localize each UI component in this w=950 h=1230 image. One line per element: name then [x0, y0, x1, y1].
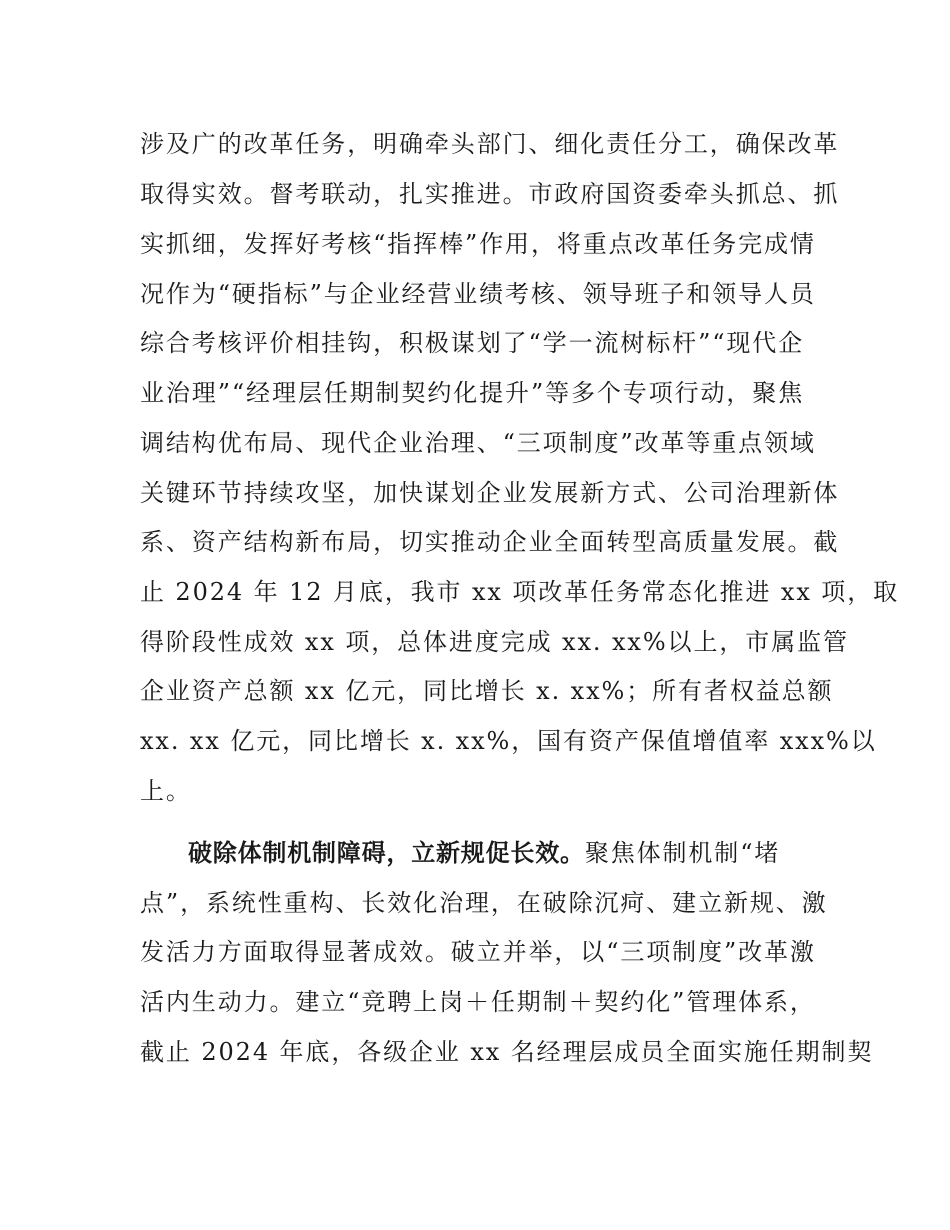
- paragraph-2-line-5: 截止 2024 年底，各级企业 xx 名经理层成员全面实施任期制契: [140, 1038, 874, 1066]
- paragraph-1-line-10: 止 2024 年 12 月底，我市 xx 项改革任务常态化推进 xx 项，取: [140, 578, 899, 606]
- paragraph-1-line-6: 业治理”“经理层任期制契约化提升”等多个专项行动，聚焦: [140, 379, 805, 407]
- paragraph-2-line-4: 活内生动力。建立“竞聘上岗＋任期制＋契约化”管理体系，: [140, 988, 816, 1016]
- paragraph-1-line-9: 系、资产结构新布局，切实推动企业全面转型高质量发展。截: [140, 528, 840, 556]
- paragraph-1-line-5: 综合考核评价相挂钩，积极谋划了“学一流树标杆”“现代企: [140, 329, 805, 357]
- paragraph-2-line-3: 发活力方面取得显著成效。破立并举，以“三项制度”改革激: [140, 938, 816, 966]
- paragraph-2-lead-heading: 破除体制机制障碍，立新规促长效。: [188, 839, 585, 867]
- paragraph-1-line-2: 取得实效。督考联动，扎实推进。市政府国资委牵头抓总、抓: [140, 180, 840, 208]
- paragraph-1-line-4: 况作为“硬指标”与企业经营业绩考核、领导班子和领导人员: [140, 280, 816, 308]
- paragraph-1-line-12: 企业资产总额 xx 亿元，同比增长 x. xx%；所有者权益总额: [140, 677, 834, 705]
- paragraph-1-line-1: 涉及广的改革任务，明确牵头部门、细化责任分工，确保改革: [140, 130, 840, 158]
- paragraph-2-line-2: 点”，系统性重构、长效化治理，在破除沉疴、建立新规、激: [140, 889, 828, 917]
- paragraph-1-line-11: 得阶段性成效 xx 项，总体进度完成 xx. xx%以上，市属监管: [140, 628, 849, 656]
- paragraph-1-line-7: 调结构优布局、现代企业治理、“三项制度”改革等重点领域: [140, 429, 816, 457]
- paragraph-1-line-13: xx. xx 亿元，同比增长 x. xx%，国有资产保值增值率 xxx%以: [140, 727, 877, 755]
- paragraph-2-line-1: [188, 838, 780, 868]
- paragraph-1-line-3: 实抓细，发挥好考核“指挥棒”作用，将重点改革任务完成情: [140, 230, 816, 258]
- paragraph-2-first-line-text: 聚焦体制机制“堵: [584, 839, 781, 867]
- paragraph-1-line-14: 上。: [140, 777, 192, 805]
- paragraph-1-line-8: 关键环节持续攻坚，加快谋划企业发展新方式、公司治理新体: [140, 479, 840, 507]
